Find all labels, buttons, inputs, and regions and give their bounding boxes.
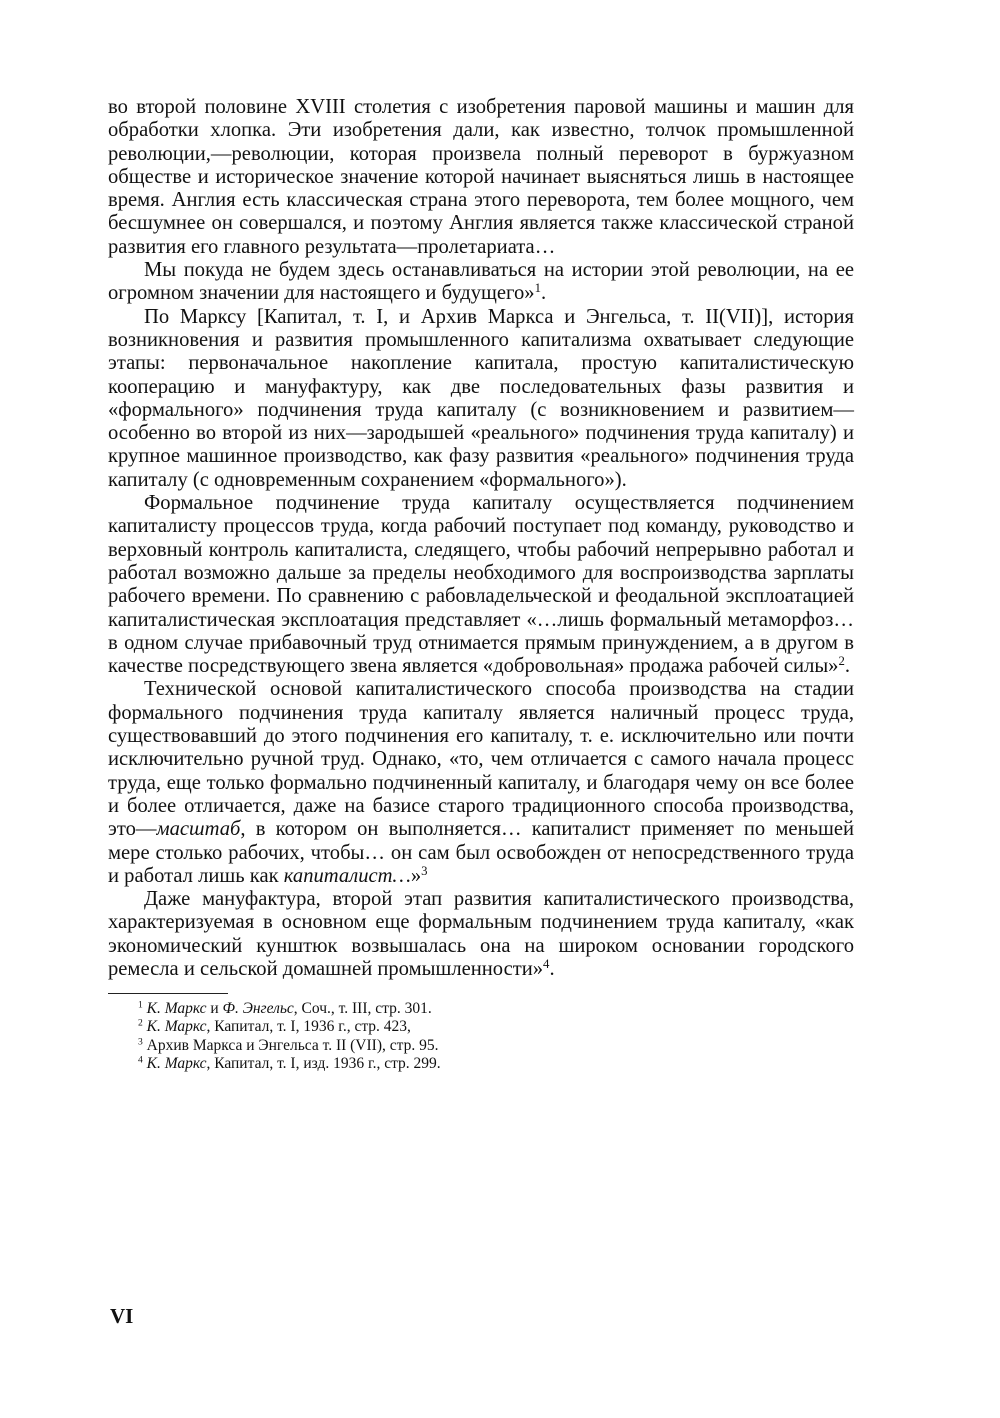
- italic-term-masshtab: масштаб: [156, 818, 241, 841]
- paragraph-2: Мы покуда не будем здесь останавливаться на истории этой революции, на ее огромном значении для настоящего и будущего»$^1$.: [108, 259, 854, 305]
- footnote-2: $^2$ К. Маркс, Капитал, т. I, 1936 г., стр. 423,: [138, 1018, 411, 1036]
- footnote-1: $^1$ К. Маркс и Ф. Энгельс, Соч., т. III, стр. 301.: [138, 1000, 432, 1018]
- footnote-ref-4: 4: [543, 956, 550, 971]
- paragraph-1: во второй половине XVIII столетия с изобретения паровой машины и машин для обработки хлопка. Эти изобретения дали, как известно, толчок промышленной революции,—революции, которая произвела полный переворот в буржуазном обществе и историческое значение которой начинает выясняться лишь в настоящее время. Англия есть классическая страна этого переворота, тем более мощного, чем бесшумнее он совершался, и поэтому Англия является также классической страной развития его главного результата—пролетариата…: [108, 96, 854, 258]
- paragraph-4: Формальное подчинение труда капиталу осуществляется подчинением капиталисту процессов труда, когда рабочий поступает под команду, руководство и верховный контроль капиталиста, следящего, чтобы рабочий непрерывно работал и работал возможно дальше за пределы необходимого для воспроизводства зарплаты рабочего времени. По сравнению с рабовладельческой и феодальной эксплоатацией капиталистическая эксплоатация представляет «…лишь формальный метаморфоз… в одном случае прибавочный труд отнимается прямым принуждением, а в другом в качестве посредствующего звена является «добровольная» продажа рабочей силы»$^2$.: [108, 492, 854, 678]
- paragraph-3: По Марксу [Капитал, т. I, и Архив Маркса и Энгельса, т. II(VII)], история возникновения и развития промышленного капитализма охватывает следующие этапы: первоначальное накопление капитала, простую капиталистическую кооперацию и мануфактуру, как две последовательных фазы развития и «формального» подчинения труда капиталу (с возникновением и развитием—особенно во второй из них—зародышей «реального» подчинения труда капиталу) и крупное машинное производство, как фазу развития «реального» подчинения труда капиталу (с одновременным сохранением «формального»).: [108, 305, 854, 491]
- page-body: [108, 96, 854, 1073]
- footnote-ref-2: 2: [838, 654, 845, 669]
- footnote-divider: [108, 993, 228, 994]
- page-number: VI: [110, 1304, 134, 1328]
- footnote-ref-1: 1: [534, 281, 541, 296]
- paragraph-5: Технической основой капиталистического способа производства на стадии формального подчинения труда капиталу является наличный процесс труда, существовавший до этого подчинения его капиталу, т. е. исключительно или почти исключительно ручной труд. Однако, «то, чем отличается с самого начала процесс труда, еще только формально подчиненный капиталу, и благодаря чему он все более и более отличается, даже на базисе старого традиционного способа производства, это—масштаб, в котором он выполняется… капиталист применяет по меньшей мере столько рабочих, чтобы… он сам был освобожден от непосредственного труда и работал лишь как капиталист…»$^3$: [108, 678, 854, 887]
- footnote-4: $^4$ К. Маркс, Капитал, т. I, изд. 1936 г., стр. 299.: [138, 1054, 441, 1072]
- footnotes: [108, 993, 854, 1073]
- footnote-ref-3: 3: [421, 863, 428, 878]
- paragraph-6: Даже мануфактура, второй этап развития капиталистического производства, характеризуемая в основном еще формальным подчинением труда капиталу, «как экономический кунштюк возвышалась она на широком основании городского ремесла и сельской домашней промышленности»$^4$.: [108, 888, 854, 980]
- italic-term-kapitalist: капиталист…: [283, 864, 411, 887]
- footnote-3: $^3$ Архив Маркса и Энгельса т. II (VII), стр. 95.: [138, 1036, 439, 1054]
